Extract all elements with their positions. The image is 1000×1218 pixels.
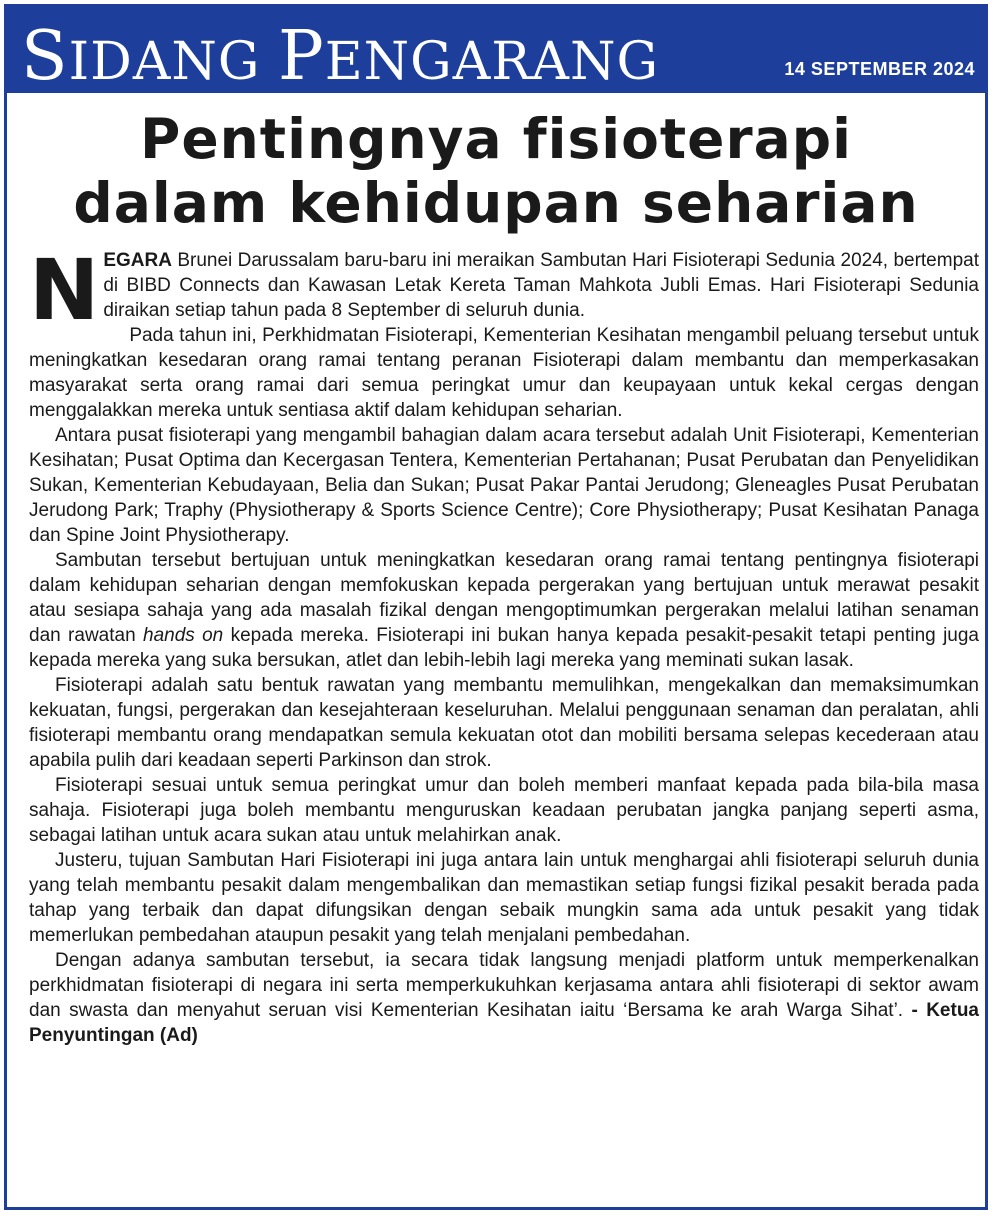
paragraph-4 bbox=[29, 548, 979, 673]
section-title-rest-1: IDANG bbox=[68, 32, 278, 92]
issue-date: 14 SEPTEMBER 2024 bbox=[784, 59, 975, 79]
paragraph-3: Antara pusat fisioterapi yang mengambil bahagian dalam acara tersebut adalah Unit Fisioterapi, Kementerian Kesihatan; Pusat Optima dan Kecergasan Tentera, Kementerian Pertahanan; Pusat Perubatan dan Penyelidikan Sukan, Kementerian Kebudayaan, Belia dan Sukan; Pusat Pakar Pantai Jerudong; Gleneagles Pusat Perubatan Jerudong Park; Traphy (Physiotherapy & Sports Science Centre); Core Physiotherapy; Pusat Kesihatan Panaga dan Spine Joint Physiotherapy. bbox=[29, 425, 979, 546]
paragraph-6: Fisioterapi sesuai untuk semua peringkat umur dan boleh memberi manfaat kepada pada bila-bila masa sahaja. Fisioterapi juga boleh membantu menguruskan keadaan perubatan jangka panjang seperti asma, sebagai latihan untuk acara sukan atau untuk melahirkan anak. bbox=[29, 775, 979, 846]
paragraph-2: Pada tahun ini, Perkhidmatan Fisioterapi, Kementerian Kesihatan mengambil peluang tersebut untuk meningkatkan kesedaran orang ramai tentang peranan Fisioterapi dalam membantu dan memperkasakan masyarakat serta orang ramai dari semua peringkat umur dan keupayaan untuk kekal cergas dengan menggalakkan mereka untuk sentiasa aktif dalam kehidupan seharian. bbox=[29, 325, 979, 421]
article-body bbox=[29, 241, 979, 1048]
paragraph-8-text: Dengan adanya sambutan tersebut, ia secara tidak langsung menjadi platform untuk memperkenalkan perkhidmatan fisioterapi di negara ini serta memperkukuhkan kerjasama antara ahli fisioterapi di sektor awam dan swasta dan menyahut seruan visi Kementerian Kesihatan iaitu ‘Bersama ke arah Warga Sihat’. bbox=[29, 950, 979, 1021]
byline: - Ketua Penyuntingan (Ad) bbox=[29, 1000, 979, 1046]
paragraph-5: Fisioterapi adalah satu bentuk rawatan yang membantu memulihkan, mengekalkan dan memaksimumkan kekuatan, fungsi, pergerakan dan kesejahteraan keseluruhan. Melalui penggunaan senaman dan peralatan, ahli fisioterapi membantu orang mendapatkan semula kekuatan otot dan mobiliti bersama selepas kecederaan atau apabila pulih dari keadaan seperti Parkinson dan strok. bbox=[29, 675, 979, 771]
drop-cap: N bbox=[29, 241, 100, 339]
paragraph-4-italic: hands on bbox=[143, 625, 224, 646]
section-title-initial-2: P bbox=[277, 17, 325, 93]
paragraph-1 bbox=[29, 241, 979, 339]
paragraph-8 bbox=[29, 948, 979, 1048]
section-title-rest-2: ENGARANG bbox=[324, 32, 660, 92]
article-headline bbox=[7, 107, 985, 235]
lead-in: EGARA bbox=[103, 250, 172, 271]
paragraph-7: Justeru, tujuan Sambutan Hari Fisioterapi ini juga antara lain untuk menghargai ahli fisioterapi seluruh dunia yang telah membantu pesakit dalam mengembalikan dan memastikan setiap fungsi fizikal pesakit berada pada tahap yang terbaik dan dapat difungsikan dengan sebaik mungkin sama ada untuk pesakit yang tidak memerlukan pembedahan ataupun pesakit yang telah menjalani pembedahan. bbox=[29, 850, 979, 946]
paragraph-1-text: Brunei Darussalam baru-baru ini meraikan Sambutan Hari Fisioterapi Sedunia 2024, bertempat di BIBD Connects dan Kawasan Letak Kereta Taman Mahkota Jubli Emas. Hari Fisioterapi Sedunia diraikan setiap tahun pada 8 September di seluruh dunia. bbox=[103, 250, 979, 321]
headline-line-2: dalam kehidupan seharian bbox=[73, 171, 919, 235]
page-frame bbox=[4, 4, 988, 1210]
paragraph-4-text-a: Sambutan tersebut bertujuan untuk meningkatkan kesedaran orang ramai tentang pentingnya fisioterapi dalam kehidupan seharian dengan memfokuskan kepada pergerakan yang bertujuan untuk merawat pesakit atau sesiapa sahaja yang ada masalah fizikal dengan mengoptimumkan pergerakan melalui latihan senaman dan rawatan bbox=[29, 550, 979, 646]
section-title-initial-1: S bbox=[21, 17, 69, 93]
headline-line-1: Pentingnya fisioterapi bbox=[140, 107, 852, 171]
paragraph-4-text-b: kepada mereka. Fisioterapi ini bukan hanya kepada pesakit-pesakit tetapi penting juga kepada mereka yang suka bersukan, atlet dan lebih-lebih lagi mereka yang meminati sukan lasak. bbox=[29, 625, 979, 671]
masthead-banner bbox=[7, 7, 985, 93]
section-title bbox=[21, 17, 659, 93]
